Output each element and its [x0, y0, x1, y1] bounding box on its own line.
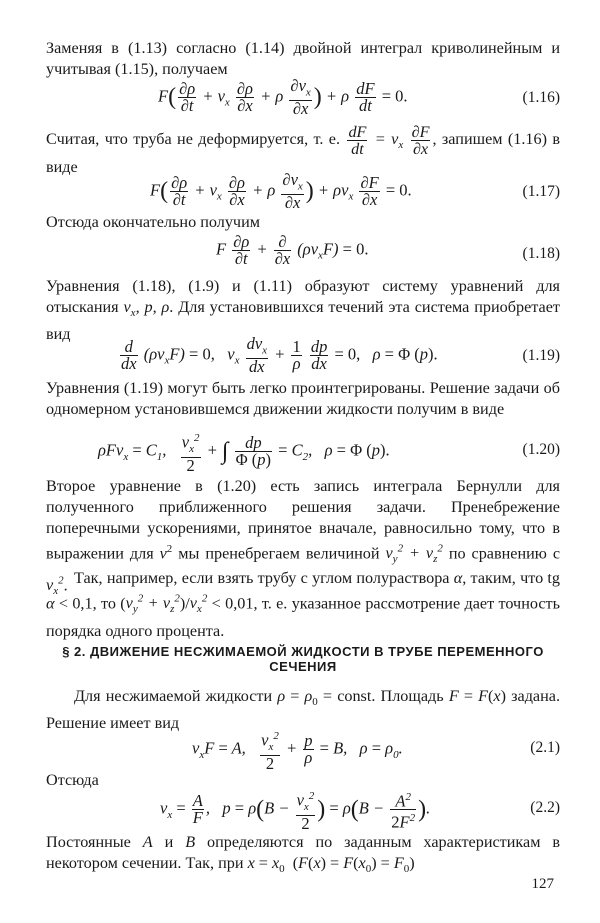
paragraph-4: Уравнения (1.18), (1.9) и (1.11) образуют систему уравнений для отыскания $v_x$, p, ρ. Для установившихся течений эта система приобретает вид — [46, 277, 560, 344]
paragraph-9: Отсюда — [46, 771, 99, 789]
equation-1-18-formula: F $\frac{\partial\rho}{\partial t}$ + $\frac{\partial}{\partial x}$ $(\rho v_xF) = 0$. — [216, 232, 369, 268]
equation-1-20-formula: $\rho Fv_x = C_1$, $\frac{v_x^2}{2}$ + ∫ $\frac{dp}{\Phi (p)}$ = $C_2$, ρ = Φ (p). — [98, 432, 390, 475]
equation-1-16 — [46, 76, 560, 119]
paragraph-6: Второе уравнение в (1.20) есть запись интеграла Бернулли для полученного приближенного решения задачи. Пренебрежение поперечными ускорениями, принятое вначале, равносильно тому, что в выражении для $v^2$ мы пренебрегаем величиной $v_y^2 + v_z^2$ по сравнению с $v_x^2$. — [46, 477, 561, 598]
equation-2-2-formula: $v_x$ = $\frac{A}{F}$ , p = ρ(B − $\frac{v_x^2}{2}$ ) = ρ(B − $\frac{A^2}{2F^2}$ ). — [160, 790, 431, 833]
equation-1-18 — [46, 234, 560, 272]
equation-2-1 — [46, 728, 560, 773]
paragraph-5: Уравнения (1.19) могут быть легко проинтегрированы. Решение задачи об одномерном установившемся движении жидкости получим в виде — [46, 379, 560, 418]
equation-1-17 — [46, 170, 560, 213]
paragraph-8: Для несжимаемой жидкости $\rho = \rho_0$ = const. Площадь F = F(x) задана. Решение имеет вид — [46, 687, 561, 733]
equation-1-16-formula: F( $\frac{\partial\rho}{\partial t}$ + $v_x$ $\frac{\partial\rho}{\partial x}$ + ρ $\frac{\partial v_x}{\partial x}$ ) + ρ $\frac{dF}{dt}$ = 0. — [158, 76, 408, 119]
page-number: 127 — [531, 876, 554, 892]
equation-number: (1.18) — [522, 245, 560, 262]
equation-number: (1.19) — [522, 347, 560, 364]
equation-number: (2.1) — [530, 739, 560, 756]
equation-2-2 — [46, 788, 560, 833]
paragraph-1: Заменяя в (1.13) согласно (1.14) двойной интеграл криволинейным и учитывая (1.15), получаем — [46, 39, 560, 78]
paragraph-7: Так, например, если взять трубу с углом полураствора α, таким, что tg α < 0,1, то $(v_y^2 + v_z^2)/v_x^2 < 0,01$, т. е. указанное рассмотрение дает точность порядка одного процента. — [46, 569, 561, 640]
equation-1-19-formula: $\frac{d}{dx}$ $(\rho v_xF) = 0$, $v_x$ $\frac{dv_x}{dx}$ + $\frac{1}{\rho}$ $\frac{dp}{dx}$ = 0, ρ = Φ (p). — [121, 334, 438, 377]
equation-2-1-formula: $v_xF = A$, $\frac{v_x^2}{2}$ + $\frac{p}{\rho}$ = B, $\rho = \rho_0$. — [192, 730, 403, 773]
equation-number: (1.16) — [522, 89, 560, 106]
equation-number: (1.20) — [522, 441, 560, 458]
paragraph-3: Отсюда окончательно получим — [46, 213, 260, 231]
equation-1-19 — [46, 334, 560, 377]
section-heading: § 2. ДВИЖЕНИЕ НЕСЖИМАЕМОЙ ЖИДКОСТИ В ТРУБЕ ПЕРЕМЕННОГО СЕЧЕНИЯ — [62, 644, 544, 674]
equation-1-17-formula: F( $\frac{\partial\rho}{\partial t}$ + $v_x$ $\frac{\partial\rho}{\partial x}$ + ρ $\frac{\partial v_x}{\partial x}$ ) + $\rho v_x$ $\frac{\partial F}{\partial x}$ = 0. — [150, 170, 412, 213]
paragraph-10: Постоянные A и B определяются по заданным характеристикам в некотором сечении. Так, при $x = x_0$ $(F(x) = F(x_0) = F_0)$ — [46, 833, 561, 876]
equation-number: (1.17) — [522, 183, 560, 200]
equation-1-20 — [46, 430, 560, 475]
equation-number: (2.2) — [530, 799, 560, 816]
paragraph-2: Считая, что труба не деформируется, т. е. $\frac{dF}{dt}$ = $v_x$ $\frac{\partial F}{\partial x}$ , запишем (1.16) в виде — [46, 123, 561, 176]
